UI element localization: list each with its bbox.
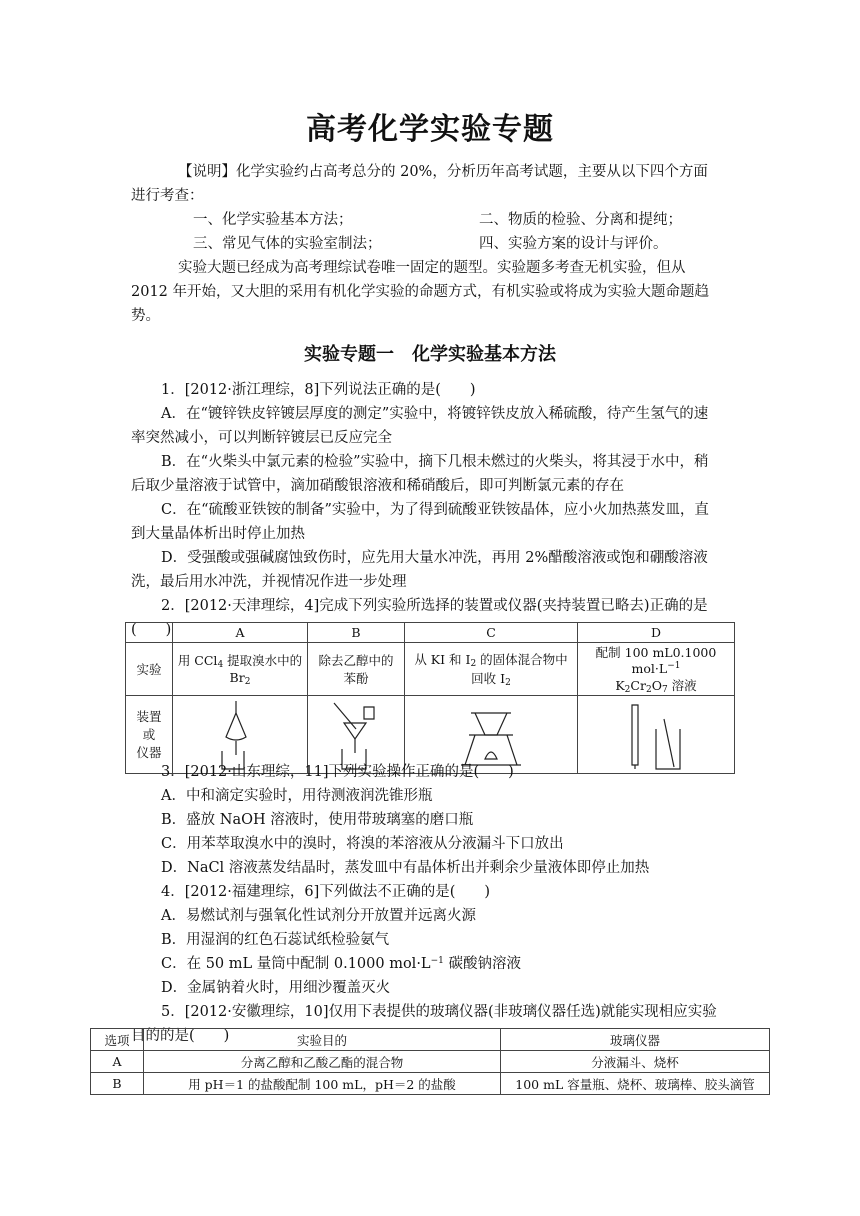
intro-para-line3: 势。 xyxy=(131,308,160,324)
q2-header-c: C xyxy=(405,623,578,643)
q4-option-c: C．在 50 mL 量筒中配制 0.1000 $mol\cdot L^{-1}$ 碳酸钠溶液 xyxy=(161,956,521,972)
q1-option-d: D．受强酸或强碱腐蚀致伤时，应先用大量水冲洗，再用 2%醋酸溶液或饱和硼酸溶液 xyxy=(161,550,708,566)
q5-cell: 100 mL 容量瓶、烧杯、玻璃棒、胶头滴管 xyxy=(501,1073,770,1095)
table-row xyxy=(91,1051,770,1073)
intro-note-line1: 【说明】化学实验约占高考总分的 20%，分析历年高考试题，主要从以下四个方面 xyxy=(178,164,708,180)
intro-para-line2: 2012 年开始，又大胆的采用有机化学实验的命题方式，有机实验或将成为实验大题命题趋 xyxy=(131,284,710,300)
q1-option-c: C．在“硫酸亚铁铵的制备”实验中，为了得到硫酸亚铁铵晶体，应小火加热蒸发皿，直 xyxy=(161,502,709,518)
q5-header-purpose: 实验目的 xyxy=(144,1029,501,1051)
q5-cell: 分液漏斗、烧杯 xyxy=(501,1051,770,1073)
q5-cell: B xyxy=(91,1073,144,1095)
q4-stem: 4．[2012·福建理综，6]下列做法不正确的是( ) xyxy=(161,884,491,900)
intro-note-line2: 进行考查： xyxy=(131,188,204,204)
q4-option-d: D．金属钠着火时，用细沙覆盖灭火 xyxy=(161,980,391,996)
q4-option-b: B．用湿润的红色石蕊试纸检验氨气 xyxy=(161,932,390,948)
q5-header-glassware: 玻璃仪器 xyxy=(501,1029,770,1051)
q3-option-c: C．用苯萃取溴水中的溴时，将溴的苯溶液从分液漏斗下口放出 xyxy=(161,836,564,852)
q2-apparatus-d xyxy=(578,696,735,774)
q2-cell-b: 除去乙醇中的 苯酚 xyxy=(308,643,405,696)
burette-beaker-icon xyxy=(616,699,696,771)
topic-3: 三、常见气体的实验室制法； xyxy=(193,236,382,252)
q5-cell: A xyxy=(91,1051,144,1073)
q2-table xyxy=(125,622,735,774)
q2-header-a: A xyxy=(173,623,308,643)
q2-cell-d: 配制 100 mL0.1000 $mol\cdot L^{-1}$ $K_2Cr_2O_7$ 溶液 xyxy=(578,643,735,696)
q3-stem: 3．[2012·山东理综，11]下列实验操作正确的是( ) xyxy=(161,764,514,780)
q2-cell-a: 用 CCl$_4$ 提取溴水中的 $Br_2$ xyxy=(173,643,308,696)
q2-header-d: D xyxy=(578,623,735,643)
q4-option-a: A．易燃试剂与强氧化性试剂分开放置并远离火源 xyxy=(161,908,476,924)
q2-row-label-experiment: 实验 xyxy=(126,643,173,696)
q5-table xyxy=(90,1028,770,1095)
q3-option-b: B．盛放 NaOH 溶液时，使用带玻璃塞的磨口瓶 xyxy=(161,812,474,828)
intro-para-line1: 实验大题已经成为高考理综试卷唯一固定的题型。实验题多考查无机实验，但从 xyxy=(178,260,686,276)
q1-option-b-cont: 后取少量溶液于试管中，滴加硝酸银溶液和稀硝酸后，即可判断氯元素的存在 xyxy=(131,478,624,494)
q5-cell: 用 pH＝1 的盐酸配制 100 mL，pH＝2 的盐酸 xyxy=(144,1073,501,1095)
table-row xyxy=(91,1073,770,1095)
q3-option-d: D．NaCl 溶液蒸发结晶时，蒸发皿中有晶体析出并剩余少量液体即停止加热 xyxy=(161,860,650,876)
q1-option-d-cont: 洗，最后用水冲洗，并视情况作进一步处理 xyxy=(131,574,407,590)
q2-cell-c: 从 KI 和 $I_2$ 的固体混合物中 回收 $I_2$ xyxy=(405,643,578,696)
topic-4: 四、实验方案的设计与评价。 xyxy=(479,236,668,252)
page-title: 高考化学实验专题 xyxy=(306,112,554,147)
q2-stem-cont: ( ) xyxy=(131,622,172,638)
q1-option-c-cont: 到大量晶体析出时停止加热 xyxy=(131,526,305,542)
q2-header-b: B xyxy=(308,623,405,643)
q1-option-a: A．在“镀锌铁皮锌镀层厚度的测定”实验中，将镀锌铁皮放入稀硫酸，待产生氢气的速 xyxy=(161,406,709,422)
q2-row-label-apparatus: 装置 或 仪器 xyxy=(126,696,173,774)
q1-stem: 1．[2012·浙江理综，8]下列说法正确的是( ) xyxy=(161,382,476,398)
q5-header-option: 选项 xyxy=(91,1029,144,1051)
q5-cell: 分离乙醇和乙酸乙酯的混合物 xyxy=(144,1051,501,1073)
q1-option-a-cont: 率突然减小，可以判断锌镀层已反应完全 xyxy=(131,430,392,446)
q2-stem: 2．[2012·天津理综，4]完成下列实验所选择的装置或仪器(夹持装置已略去)正确的是 xyxy=(161,598,708,614)
topic-2: 二、物质的检验、分离和提纯； xyxy=(479,212,682,228)
q1-option-b: B．在“火柴头中氯元素的检验”实验中，摘下几根未燃过的火柴头，将其浸于水中，稍 xyxy=(161,454,709,470)
topic-1: 一、化学实验基本方法； xyxy=(193,212,353,228)
q3-option-a: A．中和滴定实验时，用待测液润洗锥形瓶 xyxy=(161,788,433,804)
q5-stem: 5．[2012·安徽理综，10]仅用下表提供的玻璃仪器(非玻璃仪器任选)就能实现相应实验 xyxy=(161,1004,717,1020)
q5-stem-cont: 目的的是( ) xyxy=(131,1028,230,1044)
section-title: 实验专题一 化学实验基本方法 xyxy=(304,344,556,365)
